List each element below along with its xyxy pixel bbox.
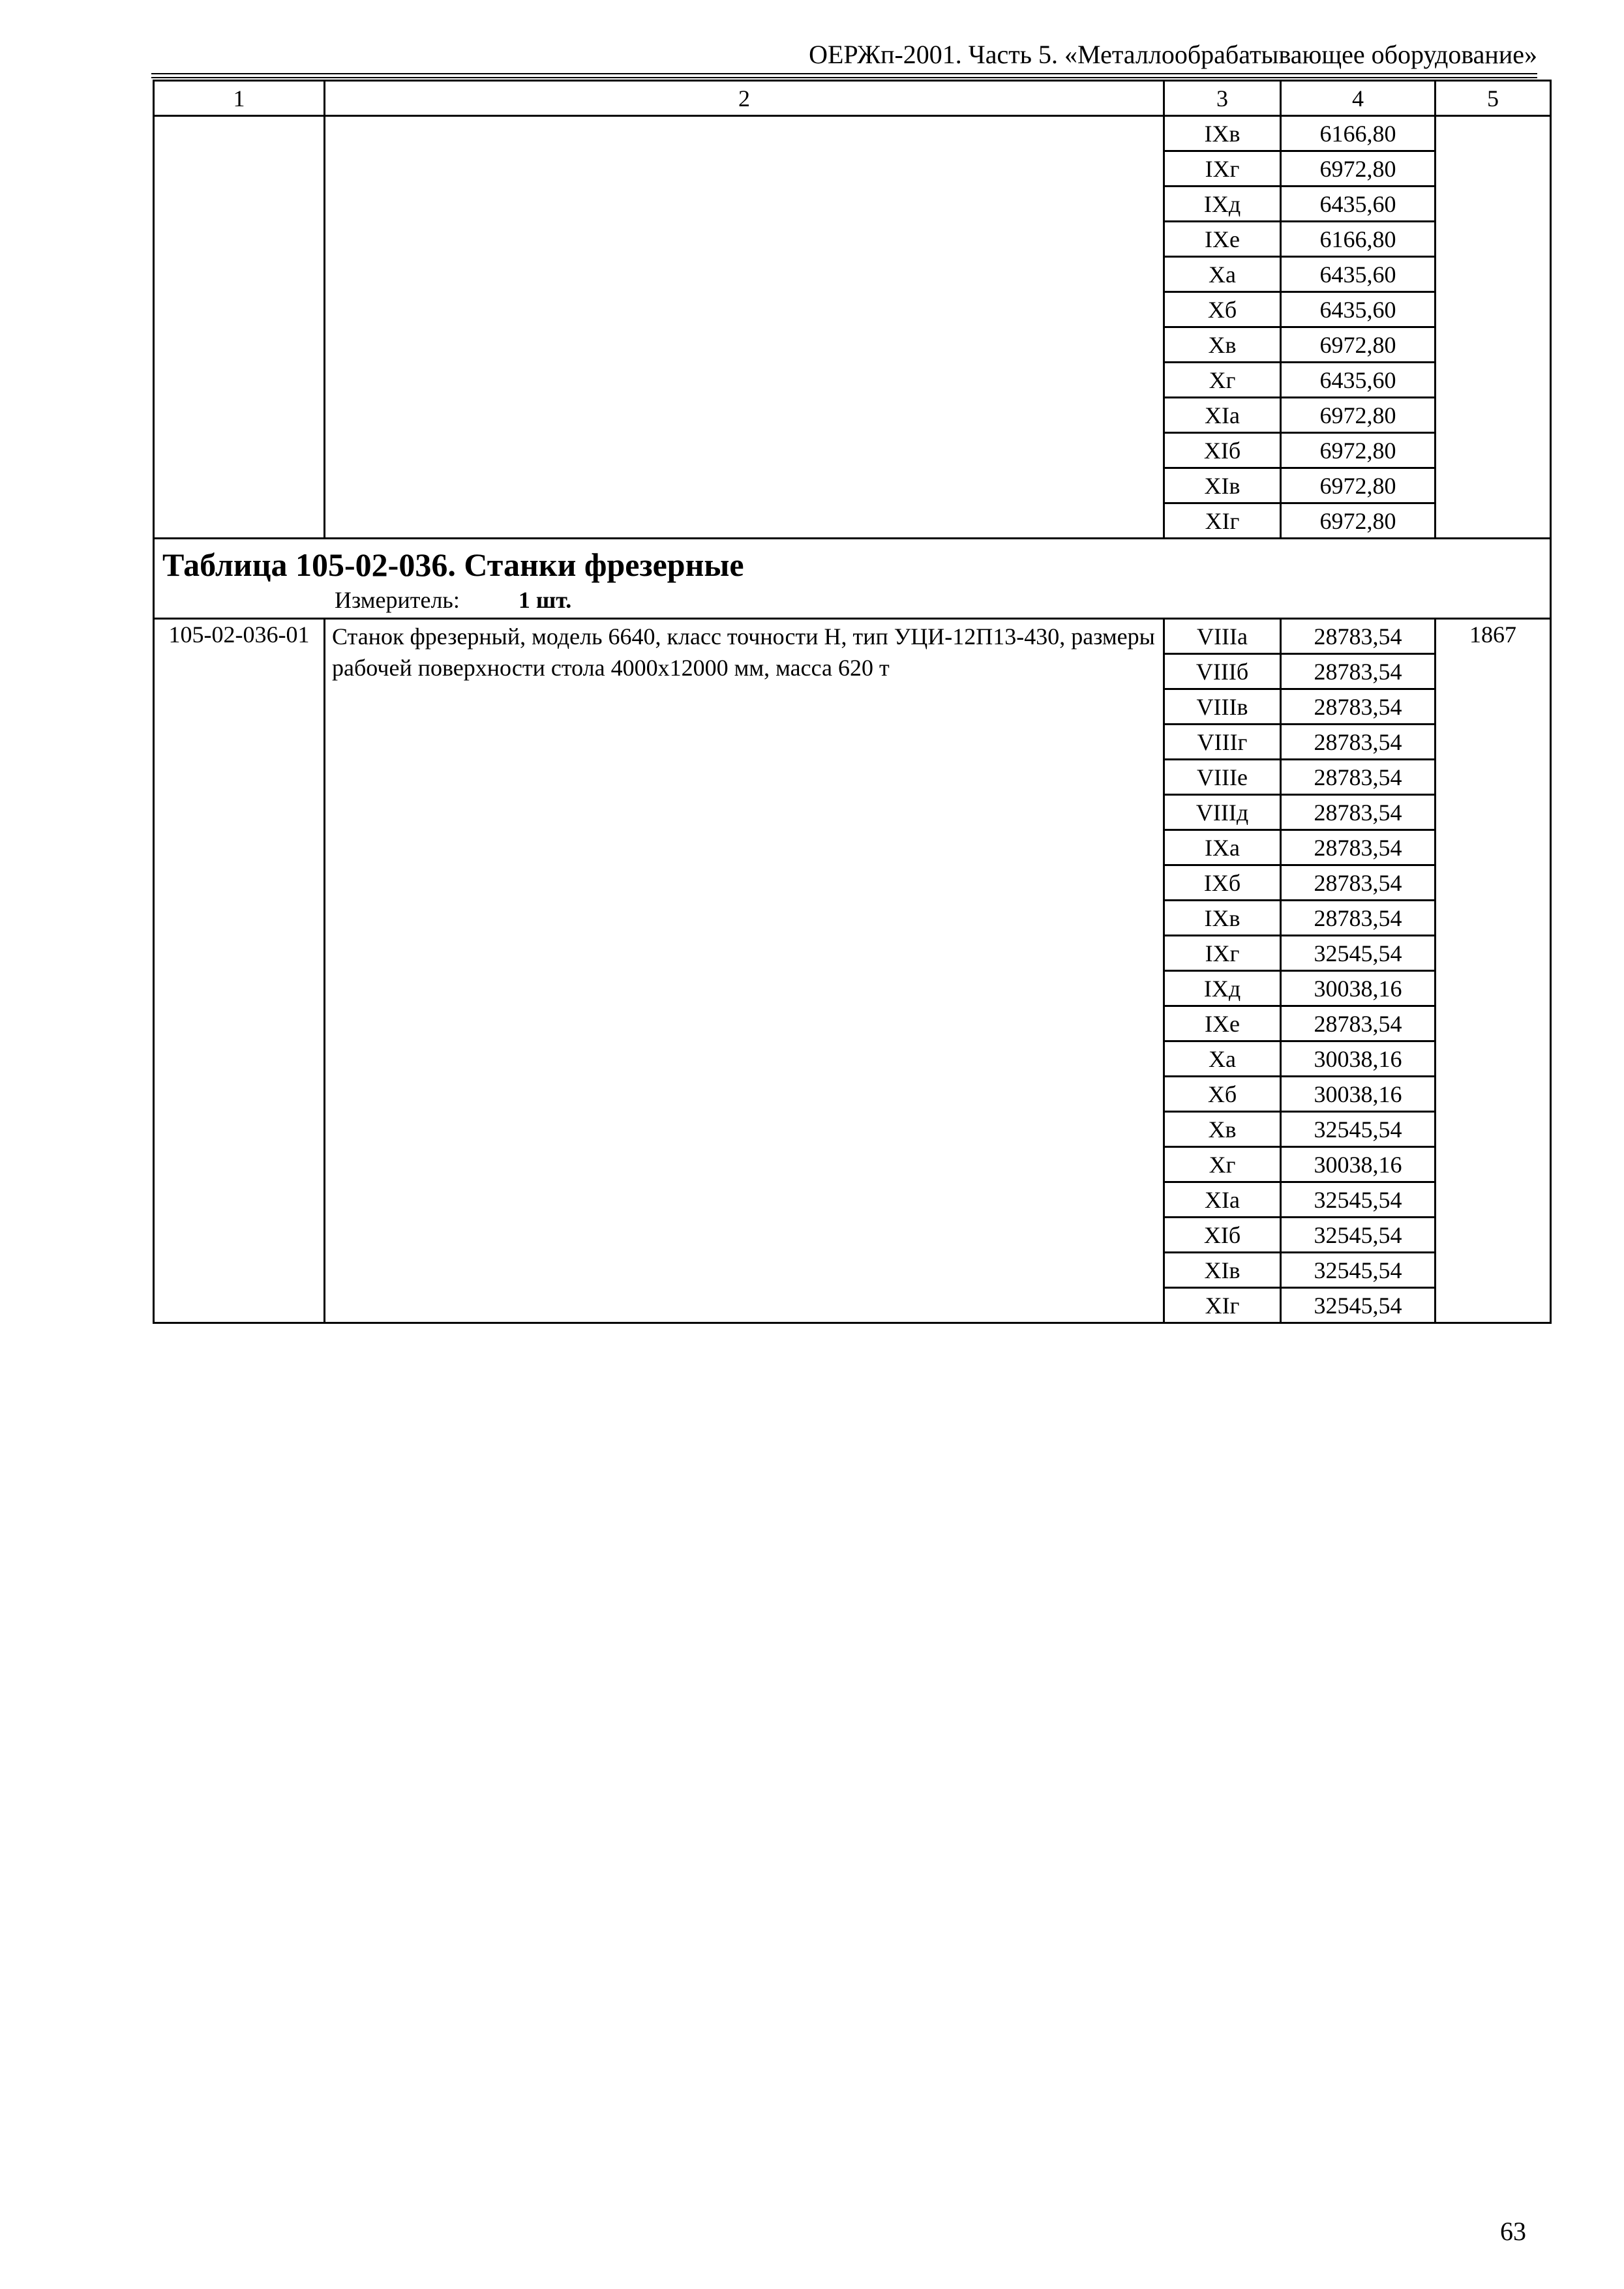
wage-cell-empty xyxy=(1436,116,1551,539)
zone-cell: IXв xyxy=(1164,901,1281,936)
price-cell: 28783,54 xyxy=(1281,830,1436,865)
zone-cell: IXг xyxy=(1164,151,1281,187)
zone-cell: IXг xyxy=(1164,936,1281,971)
price-cell: 6972,80 xyxy=(1281,503,1436,539)
zone-cell: XIг xyxy=(1164,503,1281,539)
zone-cell: XIв xyxy=(1164,468,1281,503)
continuation-row xyxy=(154,116,1551,151)
unit-value: 1 шт. xyxy=(518,587,572,613)
zone-cell: Xб xyxy=(1164,292,1281,327)
column-header-5: 5 xyxy=(1436,81,1551,116)
section-title-cell xyxy=(154,539,1551,619)
zone-cell: XIа xyxy=(1164,398,1281,433)
zone-cell: VIIIе xyxy=(1164,760,1281,795)
section-title-row xyxy=(154,539,1551,619)
price-cell: 6972,80 xyxy=(1281,398,1436,433)
unit-label: Измеритель: xyxy=(335,587,460,613)
price-cell: 6166,80 xyxy=(1281,222,1436,257)
zone-cell: Xа xyxy=(1164,1041,1281,1077)
price-cell: 32545,54 xyxy=(1281,1288,1436,1323)
price-cell: 28783,54 xyxy=(1281,654,1436,689)
price-cell: 6435,60 xyxy=(1281,292,1436,327)
zone-cell: XIб xyxy=(1164,433,1281,468)
price-cell: 32545,54 xyxy=(1281,1112,1436,1147)
price-cell: 32545,54 xyxy=(1281,1218,1436,1253)
zone-cell: VIIIд xyxy=(1164,795,1281,830)
zone-cell: IXб xyxy=(1164,865,1281,901)
zone-cell: XIг xyxy=(1164,1288,1281,1323)
price-cell: 30038,16 xyxy=(1281,1147,1436,1182)
price-cell: 28783,54 xyxy=(1281,619,1436,654)
price-cell: 6972,80 xyxy=(1281,468,1436,503)
zone-cell: IXд xyxy=(1164,971,1281,1006)
zone-cell: IXа xyxy=(1164,830,1281,865)
price-cell: 28783,54 xyxy=(1281,689,1436,725)
price-cell: 32545,54 xyxy=(1281,1253,1436,1288)
price-table xyxy=(153,80,1552,1324)
price-cell: 30038,16 xyxy=(1281,971,1436,1006)
zone-cell: IXв xyxy=(1164,116,1281,151)
zone-cell: IXе xyxy=(1164,1006,1281,1041)
code-cell-empty xyxy=(154,116,325,539)
column-header-3: 3 xyxy=(1164,81,1281,116)
zone-cell: XIб xyxy=(1164,1218,1281,1253)
zone-cell: Xг xyxy=(1164,1147,1281,1182)
header-rule-double xyxy=(151,77,1537,78)
price-cell: 32545,54 xyxy=(1281,936,1436,971)
column-header-row xyxy=(154,81,1551,116)
column-header-1: 1 xyxy=(154,81,325,116)
item-code: 105-02-036-01 xyxy=(154,619,325,1323)
zone-cell: Xб xyxy=(1164,1077,1281,1112)
price-cell: 28783,54 xyxy=(1281,725,1436,760)
price-cell: 28783,54 xyxy=(1281,1006,1436,1041)
item-wage: 1867 xyxy=(1436,619,1551,1323)
zone-cell: VIIIб xyxy=(1164,654,1281,689)
section-title: Таблица 105-02-036. Станки фрезерные xyxy=(162,546,744,583)
zone-cell: VIIIа xyxy=(1164,619,1281,654)
price-cell: 30038,16 xyxy=(1281,1041,1436,1077)
price-cell: 28783,54 xyxy=(1281,760,1436,795)
zone-cell: Xв xyxy=(1164,1112,1281,1147)
item-description: Станок фрезерный, модель 6640, класс точности Н, тип УЦИ-12П13-430, размеры рабочей поверхности стола 4000х12000 мм, масса 620 т xyxy=(325,619,1164,1323)
price-cell: 6972,80 xyxy=(1281,433,1436,468)
zone-cell: VIIIг xyxy=(1164,725,1281,760)
price-cell: 6972,80 xyxy=(1281,327,1436,363)
price-cell: 28783,54 xyxy=(1281,795,1436,830)
column-header-2: 2 xyxy=(325,81,1164,116)
zone-cell: IXд xyxy=(1164,187,1281,222)
price-cell: 6166,80 xyxy=(1281,116,1436,151)
zone-cell: Xг xyxy=(1164,363,1281,398)
zone-cell: Xв xyxy=(1164,327,1281,363)
zone-cell: Xа xyxy=(1164,257,1281,292)
price-cell: 6435,60 xyxy=(1281,257,1436,292)
description-cell-empty xyxy=(325,116,1164,539)
price-cell: 28783,54 xyxy=(1281,865,1436,901)
price-cell: 30038,16 xyxy=(1281,1077,1436,1112)
zone-cell: XIа xyxy=(1164,1182,1281,1218)
price-cell: 6435,60 xyxy=(1281,187,1436,222)
zone-cell: XIв xyxy=(1164,1253,1281,1288)
price-cell: 6972,80 xyxy=(1281,151,1436,187)
page-number: 63 xyxy=(1500,2217,1526,2246)
price-cell: 6435,60 xyxy=(1281,363,1436,398)
unit-line xyxy=(162,585,1550,618)
page-header-title: ОЕРЖп-2001. Часть 5. «Металлообрабатывающее оборудование» xyxy=(809,40,1537,69)
column-header-4: 4 xyxy=(1281,81,1436,116)
price-cell: 28783,54 xyxy=(1281,901,1436,936)
zone-cell: VIIIв xyxy=(1164,689,1281,725)
item-row xyxy=(154,619,1551,654)
header-rule xyxy=(151,73,1537,74)
zone-cell: IXе xyxy=(1164,222,1281,257)
price-cell: 32545,54 xyxy=(1281,1182,1436,1218)
